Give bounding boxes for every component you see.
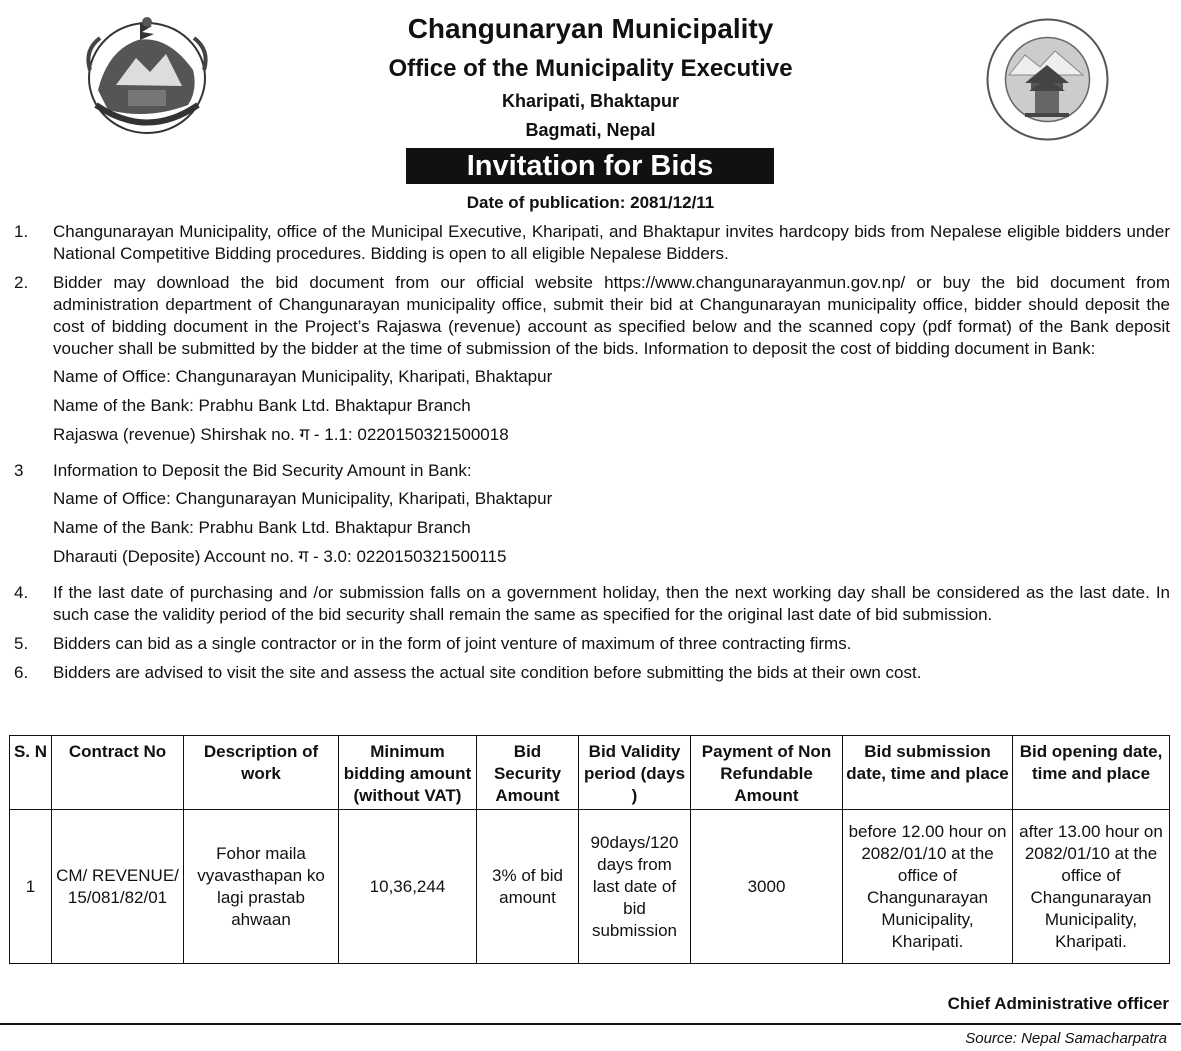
cell-opening: after 13.00 hour on 2082/01/10 at the office of Changunarayan Municipality, Kharipati. bbox=[1013, 810, 1170, 964]
list-item bbox=[14, 662, 1170, 684]
cell-description: Fohor maila vyavasthapan ko lagi prastab ahwaan bbox=[184, 810, 339, 964]
col-header-description: Description of work bbox=[184, 736, 339, 810]
cell-validity: 90days/120 days from last date of bid submission bbox=[579, 810, 691, 964]
list-item bbox=[14, 460, 1170, 575]
item-text: Changunarayan Municipality, office of the Municipal Executive, Kharipati, and Bhaktapur invites hardcopy bids from Nepalese eligible bidders under National Competitive Bidding procedures. Bidding is open to all eligible Nepalese Bidders. bbox=[53, 222, 1170, 263]
divider bbox=[0, 1023, 1181, 1025]
bank-name-line: Name of the Bank: Prabhu Bank Ltd. Bhaktapur Branch bbox=[53, 396, 471, 415]
list-item bbox=[14, 221, 1170, 265]
item-text: If the last date of purchasing and /or submission falls on a government holiday, then the next working day shall be considered as the last date. In such case the validity period of the bid security shall remain the same as specified for the original last date of bid submission. bbox=[53, 583, 1170, 624]
table-row bbox=[10, 810, 1170, 964]
col-header-submission: Bid submission date, time and place bbox=[843, 736, 1013, 810]
col-header-contract-no: Contract No bbox=[52, 736, 184, 810]
col-header-validity: Bid Validity period (days ) bbox=[579, 736, 691, 810]
office-name-line: Name of Office: Changunarayan Municipality, Kharipati, Bhaktapur bbox=[53, 489, 553, 508]
source-credit: Source: Nepal Samacharpatra bbox=[965, 1030, 1167, 1047]
col-header-bid-security: Bid Security Amount bbox=[477, 736, 579, 810]
cell-contract-no: CM/ REVENUE/ 15/081/82/01 bbox=[52, 810, 184, 964]
col-header-payment: Payment of Non Refundable Amount bbox=[691, 736, 843, 810]
cell-sn: 1 bbox=[10, 810, 52, 964]
item-text: Information to Deposit the Bid Security Amount in Bank: bbox=[53, 461, 472, 480]
item-text: Bidder may download the bid document from our official website https://www.changunarayanmun.gov.np/ or buy the bid document from administration department of Changunarayan municipality office, submit their bid at Changunarayan municipality office, bidder should deposit the cost of bidding document in the Project’s Rajaswa (revenue) account as specified below and the scanned copy (pdf format) of the Bank deposit voucher shall be submitted by the bidder at the time of submission of the bids. Information to deposit the cost of bidding document in Bank: bbox=[53, 273, 1170, 358]
bank-details bbox=[53, 366, 1170, 446]
item-number: 2. bbox=[14, 273, 29, 292]
address-line-1: Kharipati, Bhaktapur bbox=[501, 91, 680, 111]
list-item bbox=[14, 582, 1170, 626]
account-line: Dharauti (Deposite) Account no. ग - 3.0: 0220150321500115 bbox=[53, 547, 507, 566]
cell-min-amount: 10,36,244 bbox=[339, 810, 477, 964]
cell-payment: 3000 bbox=[691, 810, 843, 964]
bank-details bbox=[53, 488, 1170, 568]
account-line: Rajaswa (revenue) Shirshak no. ग - 1.1: 0220150321500018 bbox=[53, 425, 509, 444]
col-header-opening: Bid opening date, time and place bbox=[1013, 736, 1170, 810]
office-name: Office of the Municipality Executive bbox=[388, 55, 793, 82]
publication-date: Date of publication: 2081/12/11 bbox=[466, 193, 715, 212]
invitation-banner: Invitation for Bids bbox=[406, 148, 774, 184]
signature-title: Chief Administrative officer bbox=[947, 994, 1169, 1013]
org-name: Changunaryan Municipality bbox=[407, 13, 774, 44]
cell-bid-security: 3% of bid amount bbox=[477, 810, 579, 964]
item-number: 1. bbox=[14, 222, 29, 241]
item-number: 6. bbox=[14, 663, 29, 682]
col-header-sn: S. N bbox=[10, 736, 52, 810]
list-item bbox=[14, 272, 1170, 453]
list-item bbox=[14, 633, 1170, 655]
col-header-min-amount: Minimum bidding amount (without VAT) bbox=[339, 736, 477, 810]
notice-header bbox=[0, 0, 1181, 225]
item-text: Bidders are advised to visit the site and assess the actual site condition before submitting the bids at their own cost. bbox=[53, 663, 922, 682]
bid-table bbox=[9, 735, 1170, 964]
cell-submission: before 12.00 hour on 2082/01/10 at the office of Changunarayan Municipality, Kharipati. bbox=[843, 810, 1013, 964]
municipality-seal-logo bbox=[985, 17, 1110, 142]
table-header-row bbox=[10, 736, 1170, 810]
item-number: 3 bbox=[14, 461, 24, 480]
address-line-2: Bagmati, Nepal bbox=[525, 120, 656, 140]
notice-body bbox=[14, 221, 1170, 691]
item-number: 4. bbox=[14, 583, 29, 602]
item-number: 5. bbox=[14, 634, 29, 653]
office-name-line: Name of Office: Changunarayan Municipality, Kharipati, Bhaktapur bbox=[53, 367, 553, 386]
bank-name-line: Name of the Bank: Prabhu Bank Ltd. Bhaktapur Branch bbox=[53, 518, 471, 537]
item-text: Bidders can bid as a single contractor or in the form of joint venture of maximum of three contracting firms. bbox=[53, 634, 852, 653]
